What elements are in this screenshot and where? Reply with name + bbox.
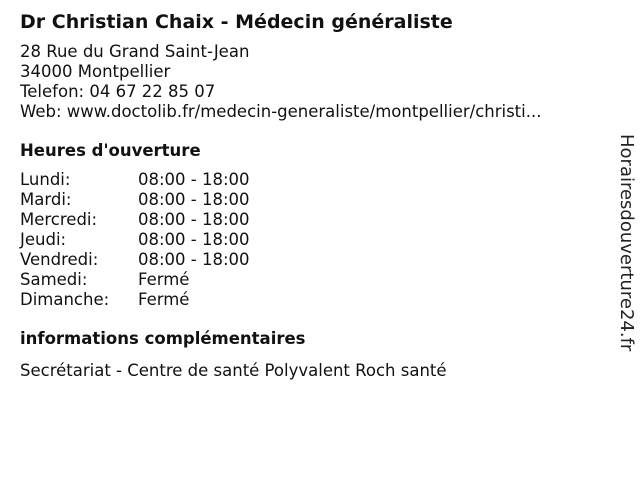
day-label: Vendredi:: [20, 250, 99, 269]
hours-row-tuesday: [20, 190, 600, 210]
day-label: Lundi:: [20, 170, 71, 189]
opening-hours-list: [20, 170, 600, 310]
phone-number[interactable]: Telefon: 04 67 22 85 07: [20, 82, 216, 101]
day-hours: 08:00 - 18:00: [138, 170, 250, 189]
hours-row-thursday: [20, 230, 600, 250]
day-label: Mercredi:: [20, 210, 98, 229]
additional-info-text: Secrétariat - Centre de santé Polyvalent Roch santé: [20, 361, 447, 380]
brand-watermark: [612, 134, 638, 374]
business-details: [20, 8, 600, 382]
hours-row-monday: [20, 170, 600, 190]
hours-row-sunday: [20, 290, 600, 310]
additional-info-heading: informations complémentaires: [20, 329, 306, 348]
hours-row-friday: [20, 250, 600, 270]
day-label: Samedi:: [20, 270, 88, 289]
day-hours: Fermé: [138, 270, 190, 289]
day-hours: 08:00 - 18:00: [138, 250, 250, 269]
day-label: Jeudi:: [20, 230, 67, 249]
website-link[interactable]: Web: www.doctolib.fr/medecin-generaliste/montpellier/christi...: [20, 102, 542, 121]
day-hours: 08:00 - 18:00: [138, 230, 250, 249]
hours-row-saturday: [20, 270, 600, 290]
opening-hours-heading: Heures d'ouverture: [20, 141, 201, 160]
street-address: 28 Rue du Grand Saint-Jean: [20, 42, 250, 61]
brand-text: Horairesdouverture24.fr: [616, 134, 637, 352]
page-title: Dr Christian Chaix - Médecin généraliste: [20, 11, 453, 33]
city-address: 34000 Montpellier: [20, 62, 171, 81]
day-label: Dimanche:: [20, 290, 110, 309]
day-label: Mardi:: [20, 190, 72, 209]
hours-row-wednesday: [20, 210, 600, 230]
day-hours: 08:00 - 18:00: [138, 190, 250, 209]
day-hours: Fermé: [138, 290, 190, 309]
day-hours: 08:00 - 18:00: [138, 210, 250, 229]
